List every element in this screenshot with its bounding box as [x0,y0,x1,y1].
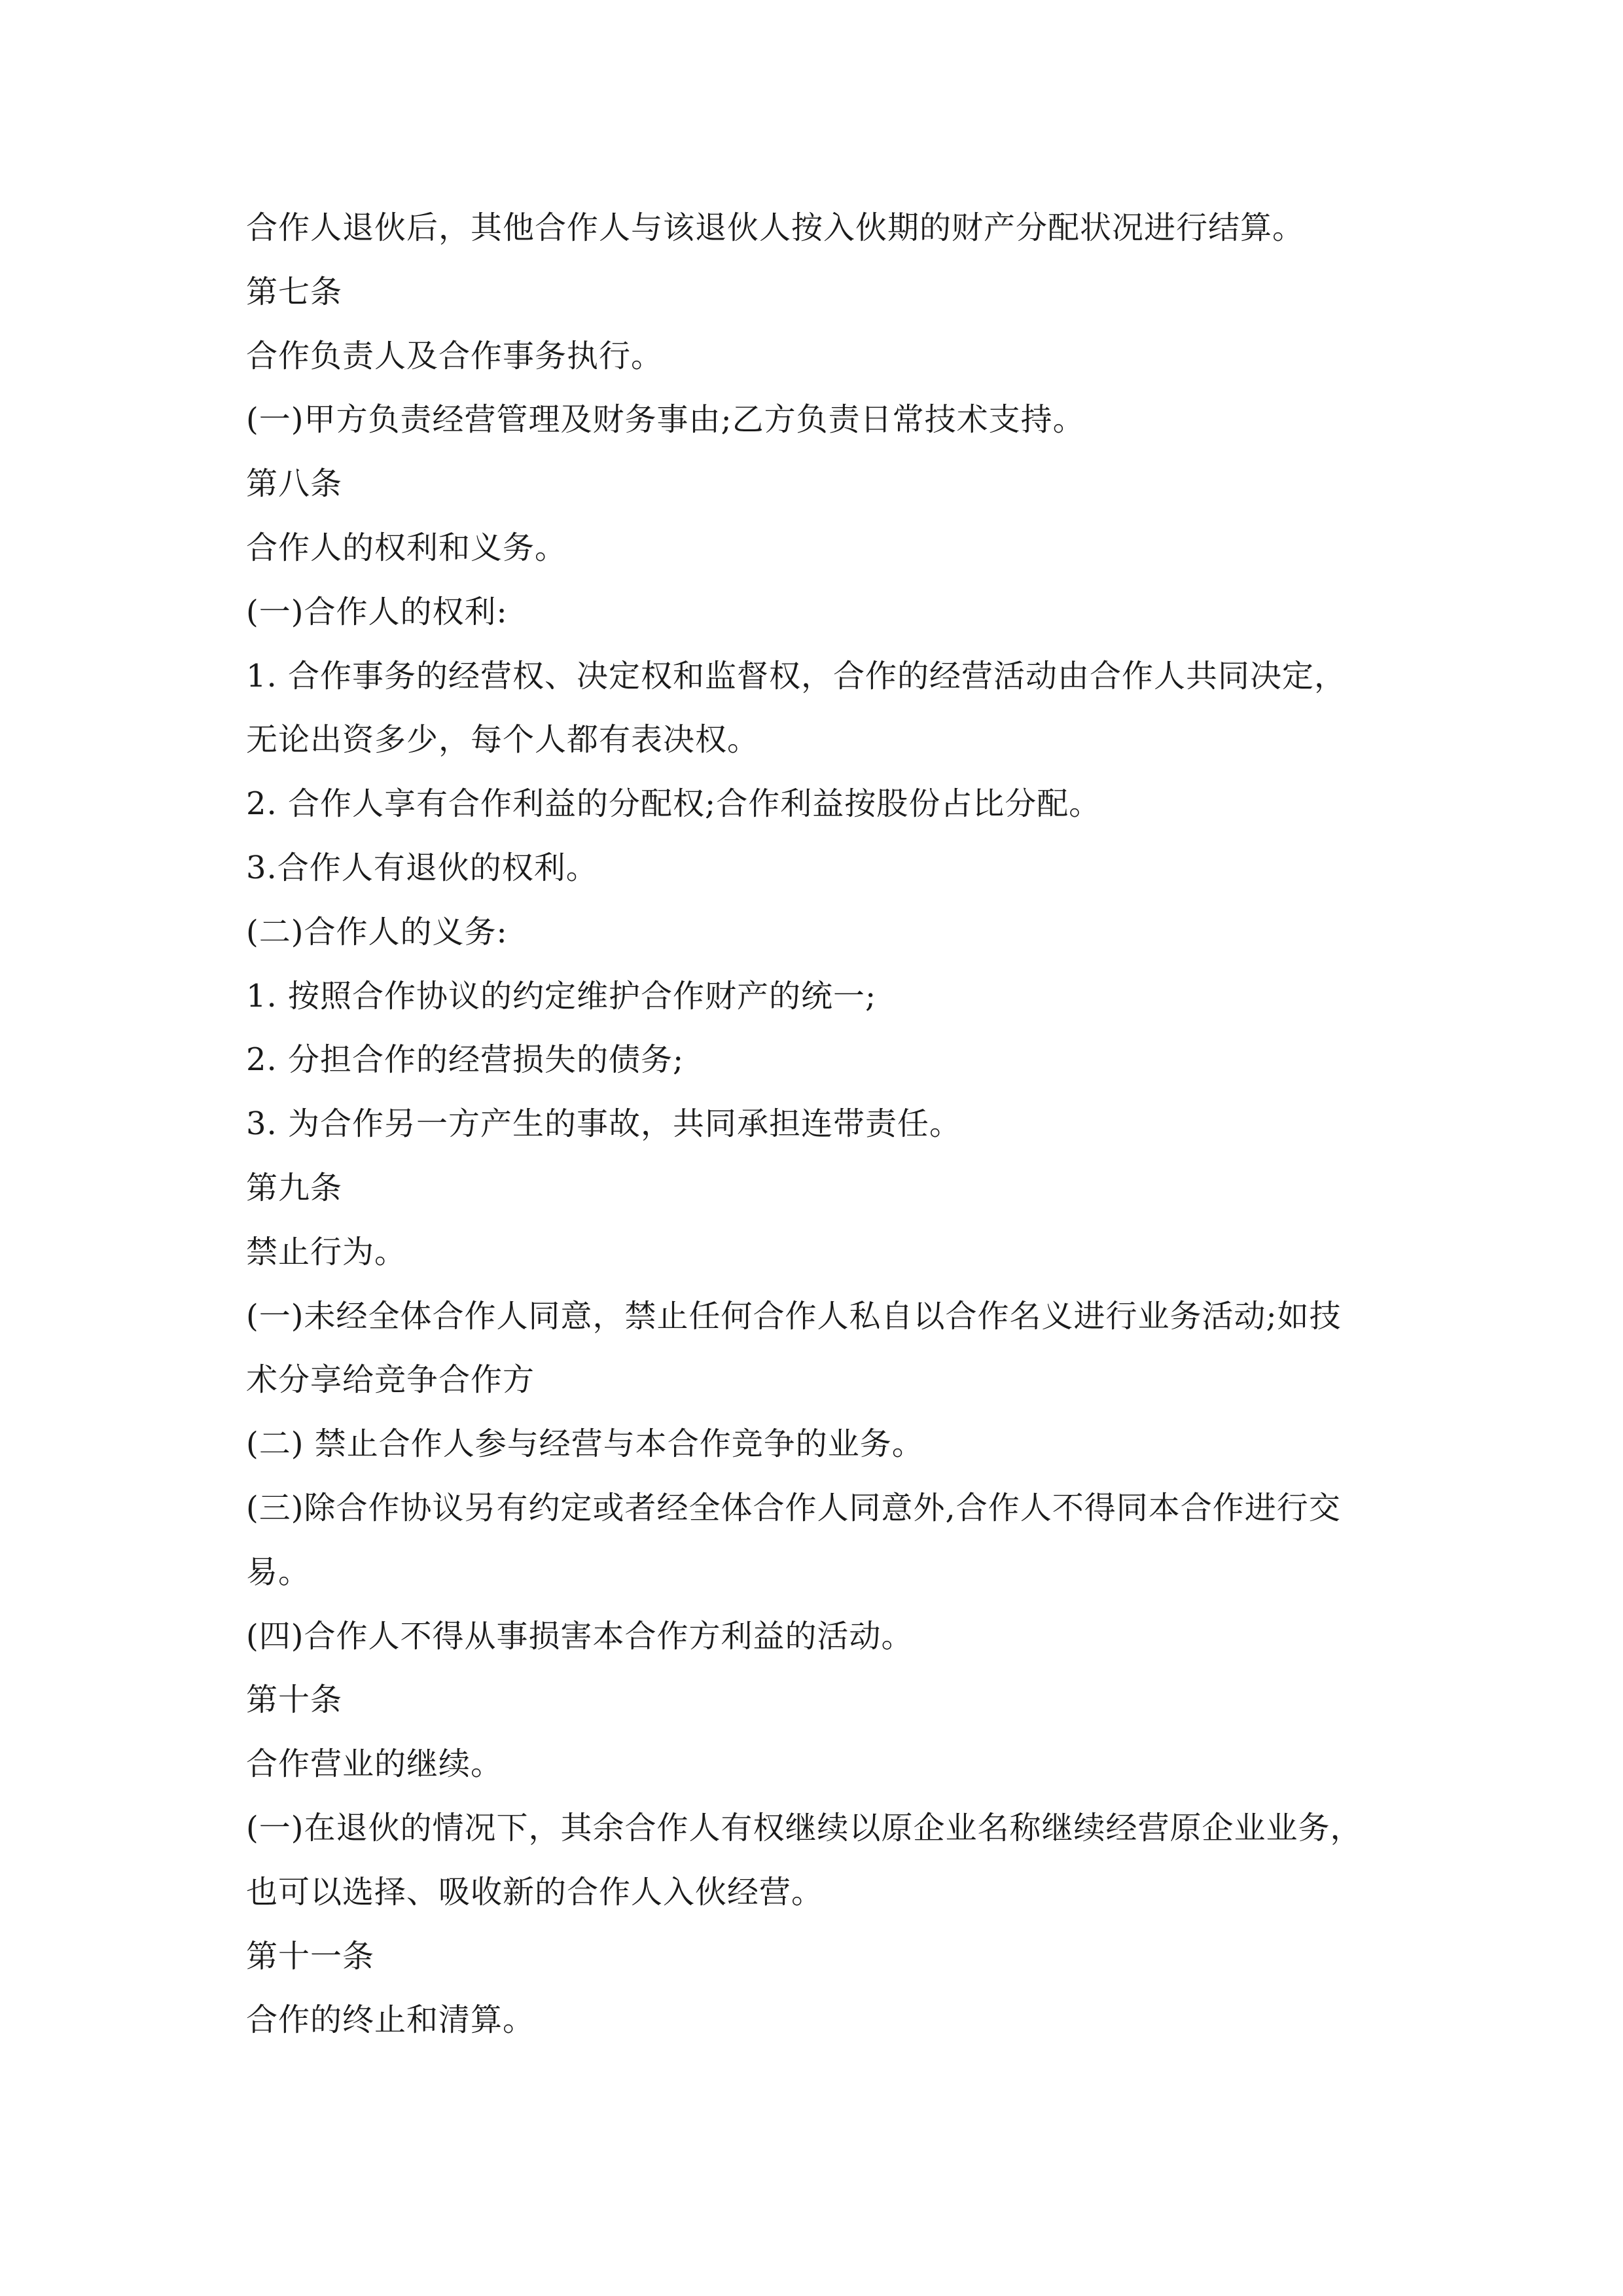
obligations-item-3: 3. 为合作另一方产生的事故，共同承担连带责任。 [246,1105,962,1143]
article-11-title: 合作的终止和清算。 [246,2001,535,2039]
prohibition-item-1: (一)未经全体合作人同意，禁止任何合作人私自以合作名义进行业务活动;如技 [246,1297,1342,1335]
article-7-title: 合作负责人及合作事务执行。 [246,337,664,374]
prohibition-item-3: (三)除合作协议另有约定或者经全体合作人同意外,合作人不得同本合作进行交 [246,1489,1341,1526]
paragraph-settlement: 合作人退伙后，其他合作人与该退伙人按入伙期的财产分配状况进行结算。 [246,209,1305,246]
continuation-item-1: (一)在退伙的情况下，其余合作人有权继续以原企业名称继续经营原企业业务， [246,1809,1363,1846]
article-7-item-1: (一)甲方负责经营管理及财务事由;乙方负责日常技术支持。 [246,401,1085,439]
rights-item-3: 3.合作人有退伙的权利。 [246,849,598,886]
article-9-heading: 第九条 [246,1169,343,1206]
article-10-title: 合作营业的继续。 [246,1746,503,1783]
prohibition-item-2: (二) 禁止合作人参与经营与本合作竞争的业务。 [246,1426,924,1463]
article-9-title: 禁止行为。 [246,1233,407,1270]
article-11-heading: 第十一条 [246,1937,375,1975]
rights-item-1: 1. 合作事务的经营权、决定权和监督权，合作的经营活动由合作人共同决定， [246,657,1347,694]
obligations-item-1: 1. 按照合作协议的约定维护合作财产的统一; [246,977,877,1014]
obligations-item-2: 2. 分担合作的经营损失的债务; [246,1041,685,1079]
rights-heading: (一)合作人的权利: [246,593,508,630]
article-10-heading: 第十条 [246,1681,343,1719]
rights-item-2: 2. 合作人享有合作利益的分配权;合作利益按股份占比分配。 [246,785,1101,823]
document-body [246,196,1398,2053]
prohibition-item-3-continued: 易。 [246,1553,311,1590]
obligations-heading: (二)合作人的义务: [246,913,508,950]
rights-item-1-continued: 无论出资多少，每个人都有表决权。 [246,721,760,759]
continuation-item-1-continued: 也可以选择、吸收新的合作人入伙经营。 [246,1873,824,1910]
prohibition-item-1-continued: 术分享给竞争合作方 [246,1361,535,1399]
article-8-title: 合作人的权利和义务。 [246,529,567,566]
article-8-heading: 第八条 [246,465,343,503]
article-7-heading: 第七条 [246,273,343,310]
prohibition-item-4: (四)合作人不得从事损害本合作方利益的活动。 [246,1617,914,1655]
